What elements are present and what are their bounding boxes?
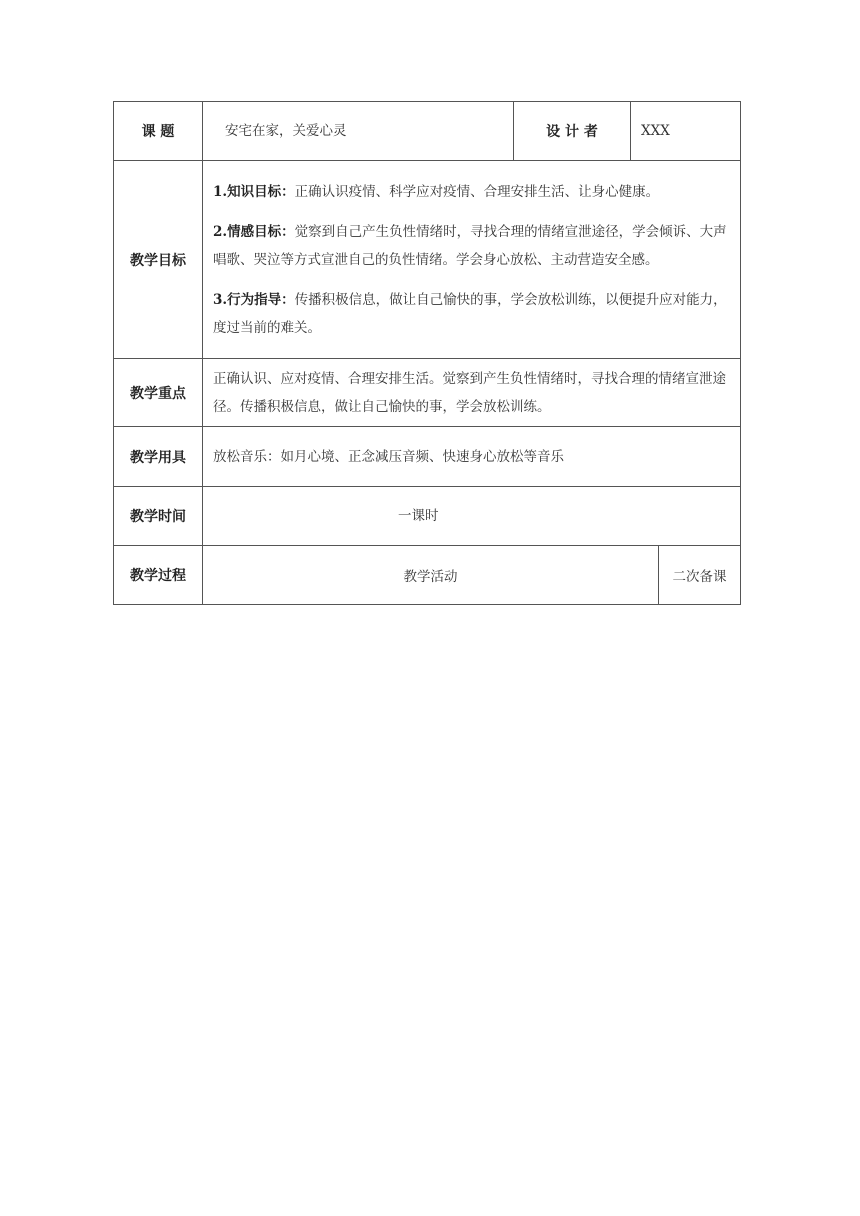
goal-item: [213, 218, 732, 274]
topic-row: [114, 102, 741, 161]
goal-title: 2.情感目标：: [213, 223, 295, 240]
goal-text: 正确认识疫情、科学应对疫情、合理安排生活、让身心健康。: [294, 183, 660, 200]
time-value-text: 一课时: [398, 508, 439, 524]
process-label: 教学过程: [114, 546, 203, 605]
designer-label: 设 计 者: [514, 102, 631, 161]
topic-label: 课 题: [114, 102, 203, 161]
topic-value: 安宅在家，关爱心灵: [203, 102, 514, 161]
process-activity: 教学活动: [203, 546, 659, 605]
designer-value: XXX: [631, 102, 741, 161]
goals-row: [114, 161, 741, 359]
key-points-row: [114, 359, 741, 427]
process-row: [114, 546, 741, 605]
goals-label: 教学目标: [114, 161, 203, 359]
key-points-label: 教学重点: [114, 359, 203, 427]
tools-value: 放松音乐：如月心境、正念减压音频、快速身心放松等音乐: [203, 427, 741, 487]
tools-label: 教学用具: [114, 427, 203, 487]
goal-item: [213, 178, 732, 206]
goal-title: 1.知识目标：: [213, 183, 295, 200]
goals-content: [203, 161, 741, 359]
goal-title: 3.行为指导：: [213, 291, 295, 308]
key-points-value: 正确认识、应对疫情、合理安排生活。觉察到产生负性情绪时，寻找合理的情绪宣泄途径。传播积极信息，做让自己愉快的事，学会放松训练。: [203, 359, 741, 427]
goal-text: 觉察到自己产生负性情绪时，寻找合理的情绪宣泄途径，学会倾诉、大声唱歌、哭泣等方式宣泄自己的负性情绪。学会身心放松、主动营造安全感。: [213, 223, 727, 268]
process-secondary: 二次备课: [659, 546, 741, 605]
time-row: [114, 487, 741, 546]
time-label: 教学时间: [114, 487, 203, 546]
goal-text: 传播积极信息，做让自己愉快的事，学会放松训练，以便提升应对能力，度过当前的难关。: [213, 291, 727, 336]
lesson-plan-table: [113, 101, 741, 605]
tools-row: [114, 427, 741, 487]
time-value: [203, 487, 741, 546]
goal-item: [213, 286, 732, 342]
